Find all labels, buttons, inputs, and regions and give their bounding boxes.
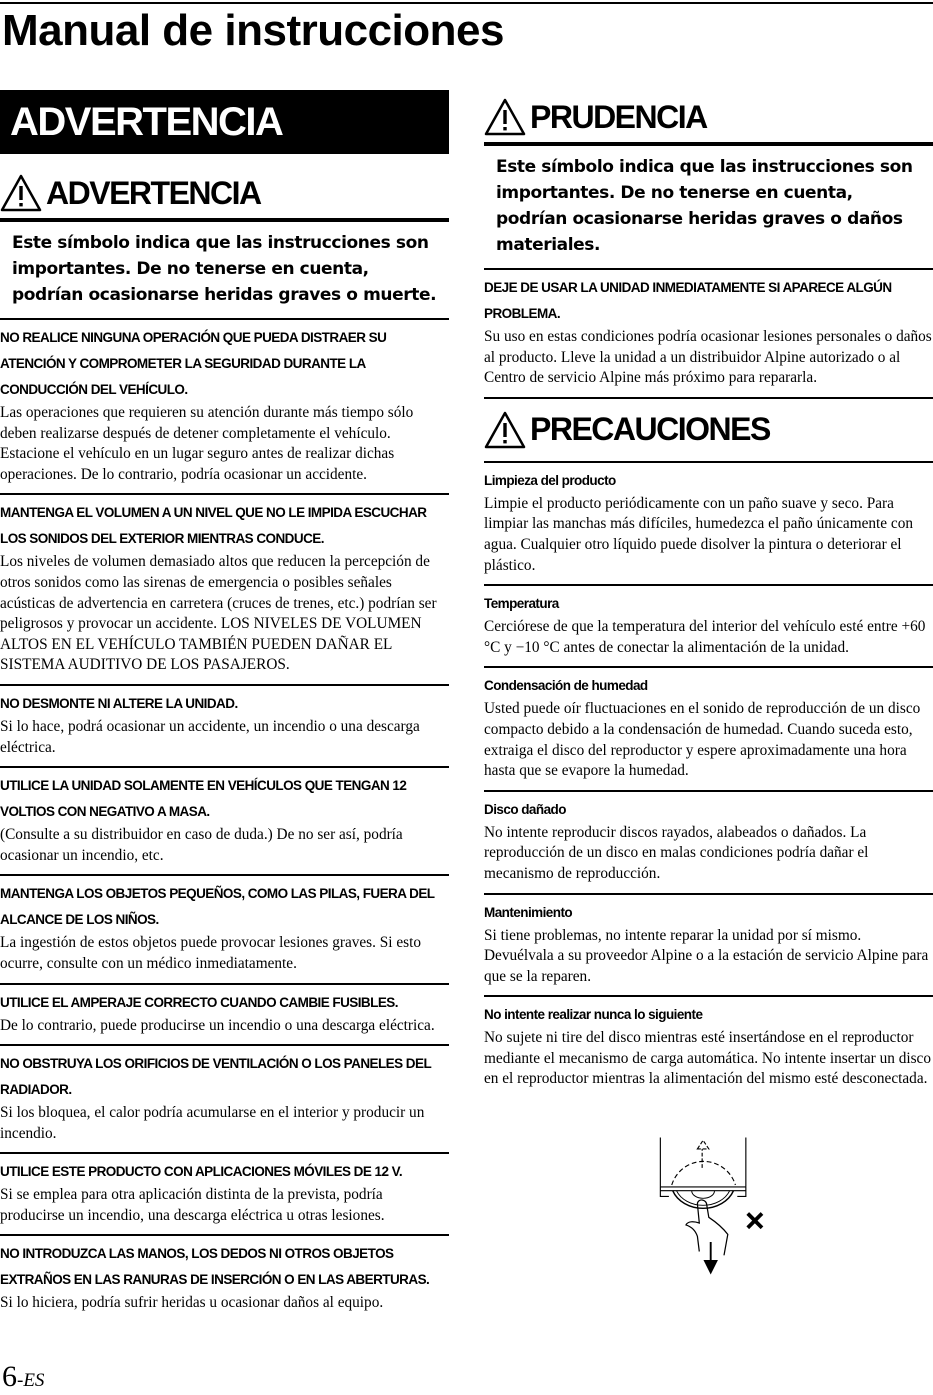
warning-triangle-icon: [484, 411, 526, 449]
warning-triangle-icon: [0, 174, 42, 212]
section-body: Si lo hiciera, podría sufrir heridas u ocasionar daños al equipo.: [0, 1294, 384, 1312]
page-title: Manual de instrucciones: [2, 6, 504, 55]
section-heading: NO OBSTRUYA LOS ORIFICIOS DE VENTILACIÓN O LOS PANELES DEL RADIADOR.: [0, 1056, 431, 1098]
section-heading: Disco dañado: [484, 801, 566, 817]
section-body: Las operaciones que requieren su atención durante más tiempo sólo deben realizarse después de detener completamente el vehículo. Estacione el vehículo en un lugar seguro antes de realizar dichas operaciones. De lo contrario, podría ocasionar un accidente.: [0, 404, 414, 483]
section: [0, 985, 449, 1047]
section-heading: MANTENGA EL VOLUMEN A UN NIVEL QUE NO LE IMPIDA ESCUCHAR LOS SONIDOS DEL EXTERIOR MIENTRAS CONDUCE.: [0, 505, 427, 547]
page-number: 6-ES: [2, 1360, 45, 1393]
precautions-heading: [484, 405, 933, 455]
section-body: La ingestión de estos objetos puede provocar lesiones graves. Si esto ocurre, consulte con un médico inmediatamente.: [0, 934, 421, 972]
section: [0, 1236, 449, 1322]
section-body: Si tiene problemas, no intente reparar la unidad por sí mismo. Devuélvala a su proveedor Alpine o a la estación de servicio Alpine para que se la reparen.: [484, 926, 929, 985]
section-body: Cerciórese de que la temperatura del interior del vehículo esté entre +60 °C y −10 °C antes de conectar la alimentación de la unidad.: [484, 618, 926, 656]
warning-triangle-icon: [484, 98, 526, 136]
precautions-sections: [484, 463, 933, 1098]
top-rule: [0, 2, 933, 4]
section-heading: NO DESMONTE NI ALTERE LA UNIDAD.: [0, 695, 238, 711]
section-body: Su uso en estas condiciones podría ocasionar lesiones personales o daños al producto. Lleve la unidad a un distribuidor Alpine autorizado o al Centro de servicio Alpine más próximo para repararla.: [484, 328, 932, 387]
section-heading: Temperatura: [484, 596, 559, 612]
section: [484, 463, 933, 586]
section: [0, 320, 449, 495]
section: [0, 768, 449, 876]
section-heading: DEJE DE USAR LA UNIDAD INMEDIATAMENTE SI APARECE ALGÚN PROBLEMA.: [484, 280, 892, 321]
caution-notice: Este símbolo indica que las instrucciones son importantes. De no tenerse en cuenta, podrían ocasionarse heridas graves o daños materiales.: [484, 142, 933, 270]
caution-heading-text: PRUDENCIA: [530, 98, 707, 135]
warning-heading: [0, 168, 449, 218]
section-body: Si lo hace, podrá ocasionar un accidente, un incendio o una descarga eléctrica.: [0, 717, 420, 756]
section: [484, 997, 933, 1098]
section-heading: UTILICE ESTE PRODUCTO CON APLICACIONES MÓVILES DE 12 V.: [0, 1164, 403, 1180]
section-heading: NO INTRODUZCA LAS MANOS, LOS DEDOS NI OTROS OBJETOS EXTRAÑOS EN LAS RANURAS DE INSERCIÓN O EN LAS ABERTURAS.: [0, 1246, 430, 1288]
section-heading: Limpieza del producto: [484, 472, 616, 488]
warning-heading-text: ADVERTENCIA: [46, 174, 261, 211]
section: [484, 270, 933, 399]
section: [0, 495, 449, 686]
section: [484, 668, 933, 791]
section: [484, 792, 933, 895]
section: [484, 895, 933, 998]
section-heading: No intente realizar nunca lo siguiente: [484, 1007, 703, 1023]
section-body: (Consulte a su distribuidor en caso de duda.) De no ser así, podría ocasionar un incendio, etc.: [0, 826, 403, 864]
section-heading: Condensación de humedad: [484, 678, 648, 694]
section-heading: UTILICE EL AMPERAJE CORRECTO CUANDO CAMBIE FUSIBLES.: [0, 994, 398, 1010]
section-body: No sujete ni tire del disco mientras esté insertándose en el reproductor mediante el mecanismo de carga automática. No intente insertar un disco en el reproductor mientras la alimentación del mismo esté desconectada.: [484, 1029, 931, 1088]
section-body: Los niveles de volumen demasiado altos que reducen la percepción de otros sonidos como las sirenas de emergencia o posibles señales acústicas de advertencia en carretera (cruces de trenes, etc.) podrían ser peligrosos y provocar un accidente. LOS NIVELES DE VOLUMEN ALTOS EN EL VEHÍCULO TAMBIÉN PUEDEN DAÑAR EL SISTEMA AUDITIVO DE LOS PASAJEROS.: [0, 553, 437, 674]
warning-notice: Este símbolo indica que las instrucciones son importantes. De no tenerse en cuenta, podrían ocasionarse heridas graves o muerte.: [0, 218, 449, 320]
warning-band: ADVERTENCIA: [0, 90, 449, 154]
section-body: Usted puede oír fluctuaciones en el sonido de reproducción de un disco compacto debido a la condensación de humedad. Cuando suceda esto, extraiga el disco del reproductor y espere aproximadamente una hora hasta que se evapore la humedad.: [484, 700, 921, 780]
precautions-heading-text: PRECAUCIONES: [530, 411, 770, 448]
right-column: [484, 78, 933, 1098]
section-heading: Mantenimiento: [484, 904, 573, 920]
section-body: Si se emplea para otra aplicación distinta de la prevista, podría producirse un incendio, una descarga eléctrica u otras lesiones.: [0, 1186, 385, 1224]
section: [0, 1046, 449, 1154]
caution-sections: [484, 270, 933, 399]
section-heading: UTILICE LA UNIDAD SOLAMENTE EN VEHÍCULOS QUE TENGAN 12 VOLTIOS CON NEGATIVO A MASA.: [0, 778, 407, 820]
section: [0, 1154, 449, 1236]
section: [0, 686, 449, 768]
section: [0, 876, 449, 984]
section: [484, 586, 933, 668]
section-body: No intente reproducir discos rayados, alabeados o dañados. La reproducción de un disco en malas condiciones podría dañar el mecanismo de reproducción.: [484, 823, 869, 882]
section-heading: MANTENGA LOS OBJETOS PEQUEÑOS, COMO LAS PILAS, FUERA DEL ALCANCE DE LOS NIÑOS.: [0, 886, 435, 928]
disc-eject-illustration: [610, 1128, 800, 1280]
section-heading: NO REALICE NINGUNA OPERACIÓN QUE PUEDA DISTRAER SU ATENCIÓN Y COMPROMETER LA SEGURIDAD DURANTE LA CONDUCCIÓN DEL VEHÍCULO.: [0, 330, 387, 397]
section-body: Si los bloquea, el calor podría acumularse en el interior y producir un incendio.: [0, 1104, 425, 1142]
warning-sections: [0, 320, 449, 1322]
section-body: Limpie el producto periódicamente con un paño suave y seco. Para limpiar las manchas más difíciles, humedezca el paño únicamente con agua. Cualquier otro líquido puede disolver la pintura o deteriorar el plástico.: [484, 494, 913, 574]
caution-heading: [484, 92, 933, 142]
left-column: [0, 90, 449, 1322]
section-body: De lo contrario, puede producirse un incendio o una descarga eléctrica.: [0, 1016, 435, 1034]
